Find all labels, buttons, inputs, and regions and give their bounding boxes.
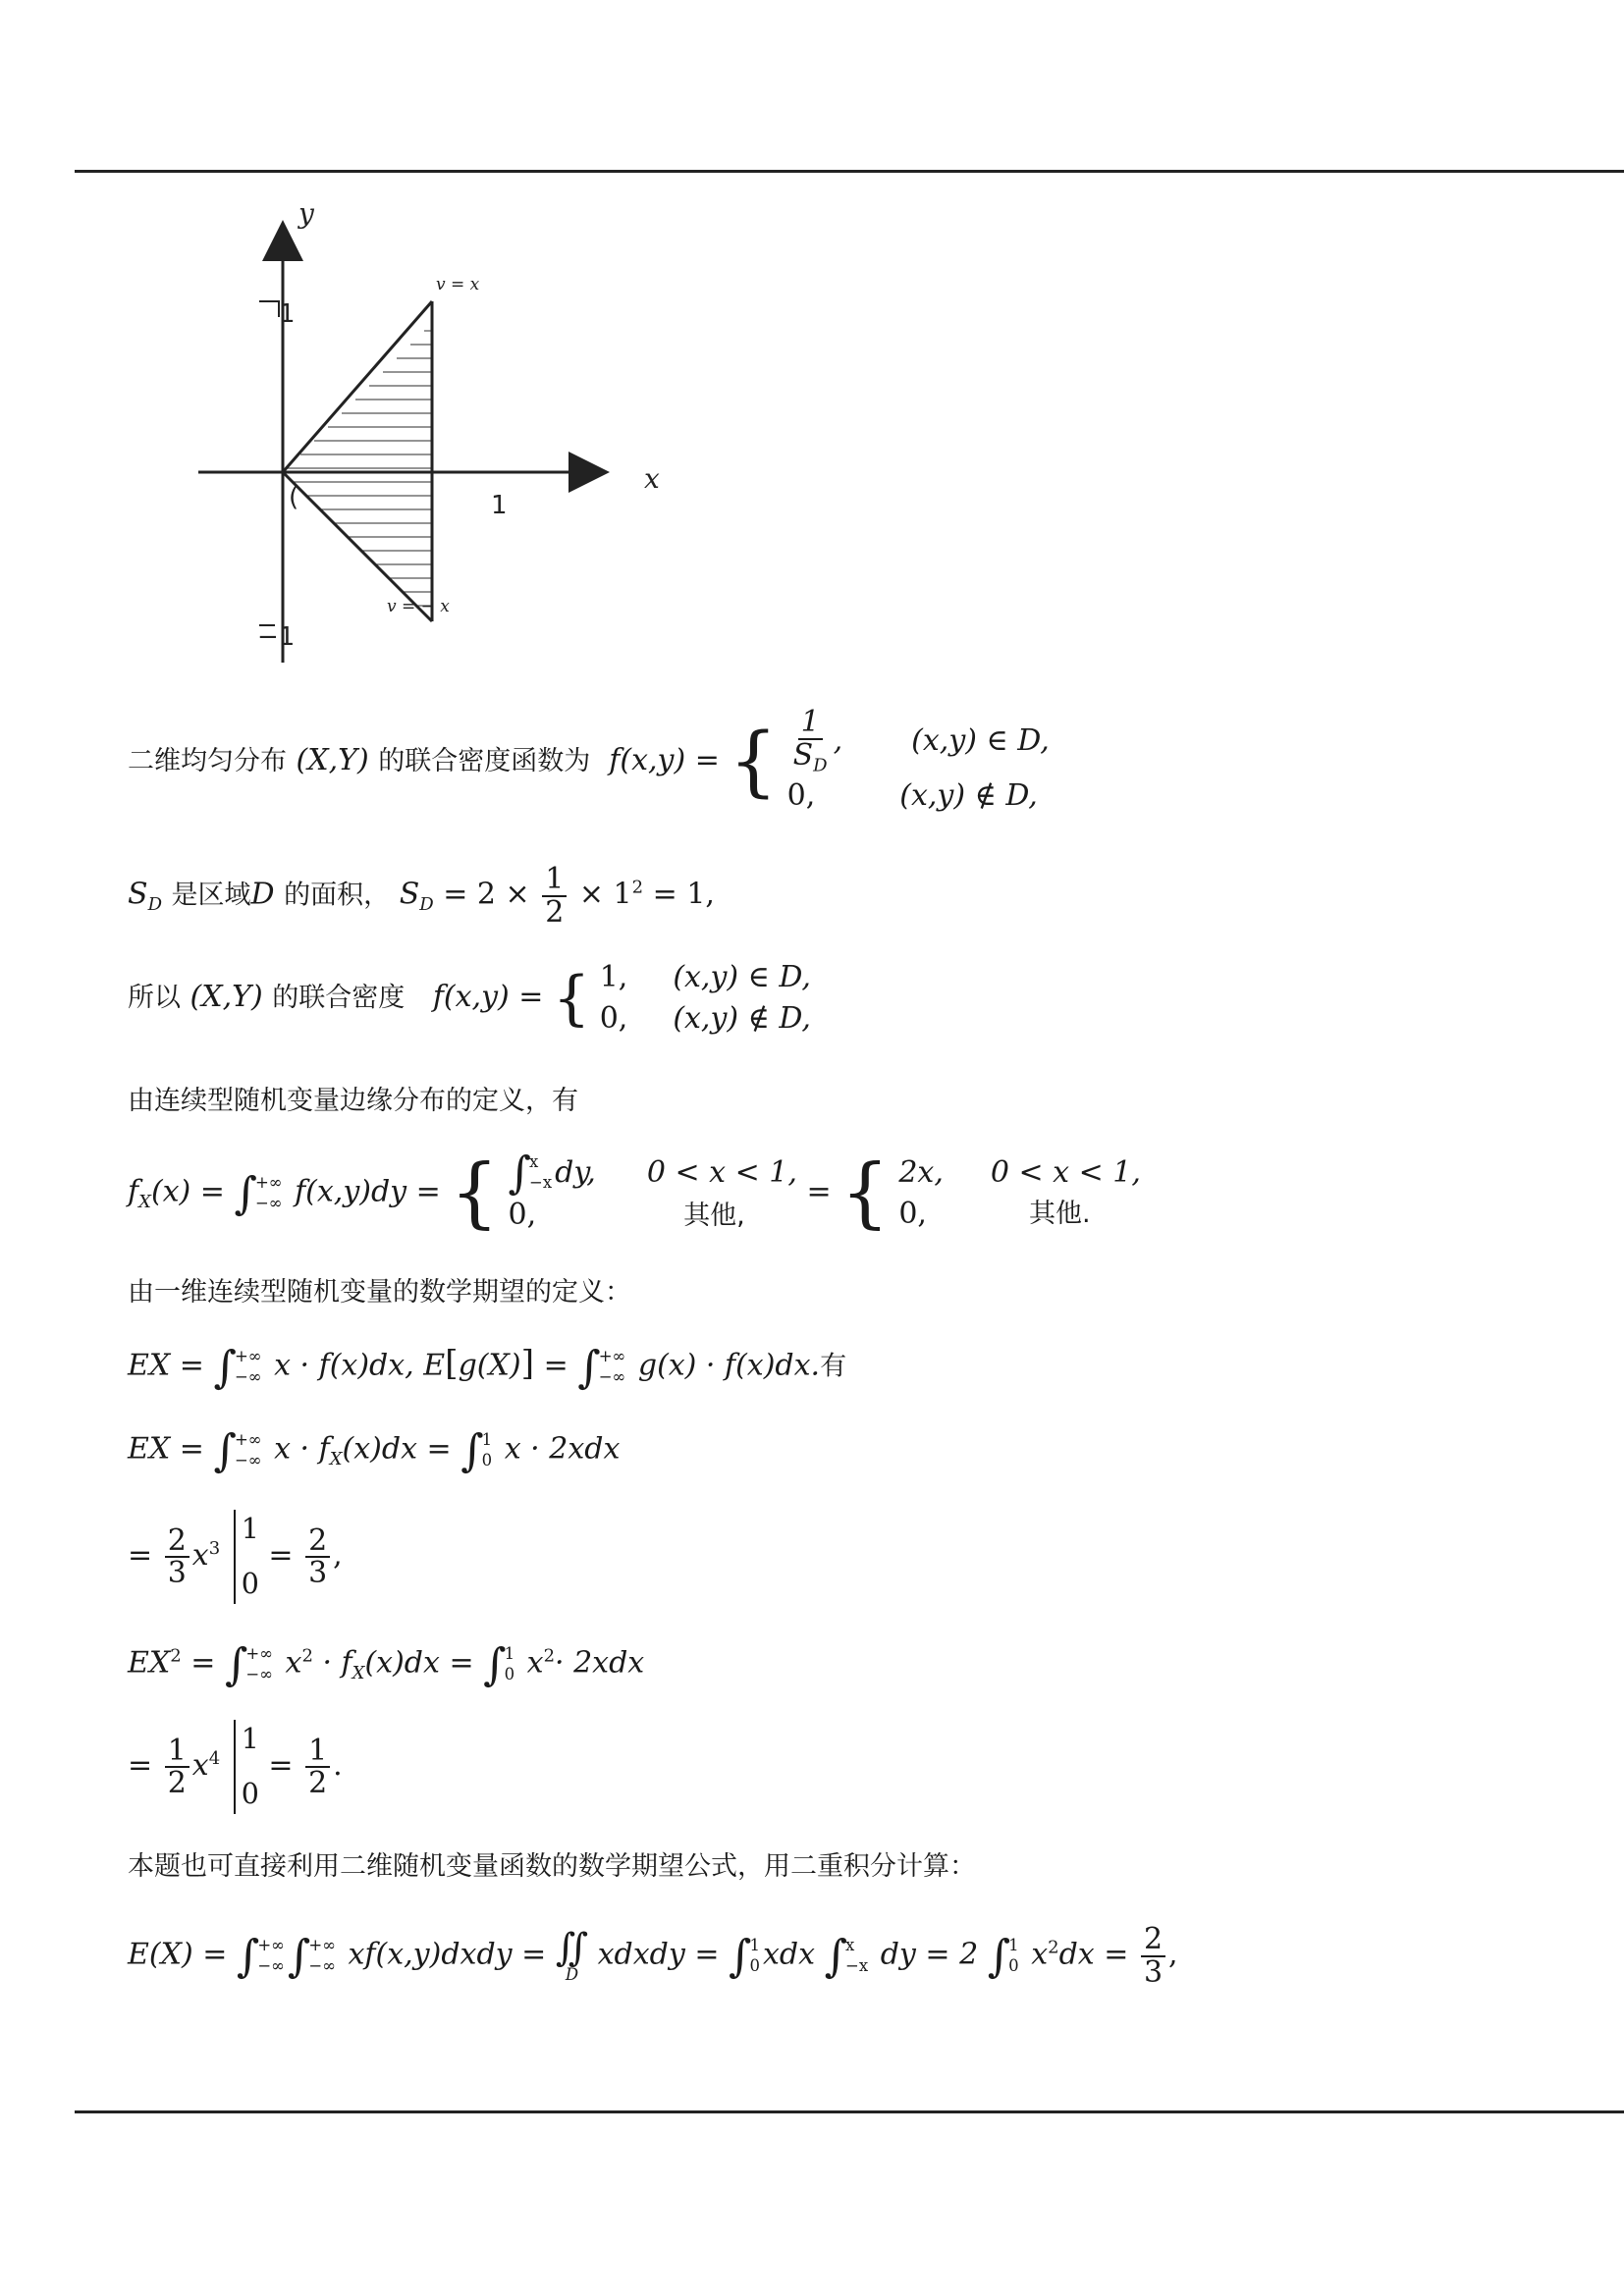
term: x · f(x)dx, E xyxy=(274,1348,446,1383)
int-upper: 1 xyxy=(504,1643,515,1663)
int-upper: x xyxy=(529,1151,539,1171)
sub: D xyxy=(147,893,162,915)
equals: = xyxy=(268,1748,294,1783)
term: xdx xyxy=(762,1937,816,1972)
frac-den: 2 xyxy=(167,1766,187,1800)
s: S xyxy=(128,877,148,912)
ex2-line: $EX^2$ = ∫ +∞ −∞ $x^2 \cdot f_X(x)dx$ = ∫ 1 0 $x^2\cdot 2xdx$ xyxy=(128,1638,645,1690)
term: (x)dx = xyxy=(342,1431,452,1467)
sub: D xyxy=(419,893,434,915)
rhs: × 1 xyxy=(578,877,632,912)
int-lower: −∞ xyxy=(308,1955,336,1975)
int-lower: −x xyxy=(845,1955,869,1975)
header-rule xyxy=(75,170,1624,173)
case1-val: 2x, xyxy=(898,1154,944,1190)
term: x · 2xdx xyxy=(504,1431,621,1467)
expectation-definition-line: EX = ∫ +∞ −∞ x · f(x)dx, E[g(X)] = ∫ +∞ −∞ g(x) · f(x)dx.有 xyxy=(128,1341,847,1393)
comma: , xyxy=(333,1538,343,1573)
case2-val: 0, xyxy=(786,777,816,813)
term: dy = 2 xyxy=(880,1937,979,1972)
int-lower: −∞ xyxy=(234,1450,262,1469)
expectation-intro: 由一维连续型随机变量的数学期望的定义： xyxy=(128,1277,631,1308)
equals: = xyxy=(543,1348,568,1383)
origin-label: ( xyxy=(289,483,299,512)
frac-den: 3 xyxy=(308,1556,328,1590)
cases xyxy=(898,1152,1141,1235)
term: g(X) xyxy=(458,1348,521,1383)
x: x xyxy=(1031,1937,1049,1972)
sub: X xyxy=(352,1662,365,1683)
term: xdxdy = xyxy=(597,1937,720,1972)
case1-cond: (x,y) ∈ D, xyxy=(673,960,811,994)
equals: = xyxy=(268,1538,294,1573)
double-integral-intro: 本题也可直接利用二维随机变量函数的数学期望公式，用二重积分计算： xyxy=(128,1851,976,1882)
int-lower: 0 xyxy=(749,1955,760,1975)
int-lower: 0 xyxy=(481,1450,493,1469)
int-upper: +∞ xyxy=(257,1935,285,1954)
term: xf(x,y)dxdy = xyxy=(348,1937,547,1972)
int-upper: 1 xyxy=(481,1429,493,1449)
sub: D xyxy=(813,754,828,775)
int-lower: −x xyxy=(529,1172,553,1192)
equals: = xyxy=(806,1174,832,1209)
case2-val: 0, xyxy=(599,1001,628,1036)
text: 所以 xyxy=(128,983,181,1013)
frac-num: 2 xyxy=(305,1525,330,1559)
case1-cond: (x,y) ∈ D, xyxy=(911,722,1050,758)
d: D xyxy=(250,877,275,912)
frac-den: 3 xyxy=(1143,1954,1164,1990)
pair-xy: (X,Y) xyxy=(296,742,369,777)
int-lower: −∞ xyxy=(254,1193,283,1212)
sup: 3 xyxy=(208,1538,221,1560)
equals: = xyxy=(128,1748,153,1783)
case2-cond: (x,y) ∉ D, xyxy=(899,777,1038,813)
term: · 2xdx xyxy=(555,1645,645,1681)
term: x · f xyxy=(274,1431,330,1467)
joint-density-line xyxy=(128,957,811,1040)
sub: X xyxy=(138,1191,151,1212)
case1-val: 1, xyxy=(599,960,628,994)
left-brace: { xyxy=(840,1148,890,1238)
lhs: EX = xyxy=(128,1431,204,1467)
case2-cond: 其他, xyxy=(683,1200,745,1231)
text: 是区域 xyxy=(171,880,251,911)
case1-cond: 0 < x < 1, xyxy=(990,1154,1141,1190)
text: 二维均匀分布 xyxy=(128,745,287,776)
left-brace: { xyxy=(729,717,779,806)
text: 的联合密度函数为 xyxy=(378,745,591,776)
int-upper: +∞ xyxy=(234,1429,262,1449)
text: 的联合密度 xyxy=(272,983,406,1013)
ex2-result-line xyxy=(128,1720,343,1814)
tick-mark-top xyxy=(259,301,279,317)
tick-label-x-one: 1 xyxy=(491,491,508,520)
case2-val: 0, xyxy=(508,1198,537,1232)
eval-upper: 1 xyxy=(241,1513,259,1545)
sup: 2 xyxy=(543,1645,556,1667)
marginal-density-line: $f_X(x)$ = ∫ +∞ −∞ f(x,y)dy = { ∫ x −x dy, 0 < x < 1, 0, 其他, = { 2x, 0 < x < 1, 0, 其他. xyxy=(128,1147,1141,1238)
density-definition-line xyxy=(128,707,1050,817)
equals: = xyxy=(128,1538,153,1573)
text: 有 xyxy=(820,1351,847,1382)
y-axis-label: y xyxy=(298,197,314,230)
int-upper: 1 xyxy=(1008,1935,1019,1954)
int-lower: −∞ xyxy=(234,1366,262,1386)
case2-val: 0, xyxy=(898,1196,927,1231)
left-brace: { xyxy=(450,1148,499,1238)
integrand: f(x,y)dy = xyxy=(295,1174,441,1209)
int-lower: −∞ xyxy=(598,1366,626,1386)
frac-num: 1 xyxy=(798,707,823,740)
frac-num: 2 xyxy=(165,1525,189,1559)
frac-den: 2 xyxy=(545,894,565,930)
term: g(x) · f(x)dx. xyxy=(637,1348,821,1383)
int-upper: x xyxy=(845,1935,855,1954)
int-upper: 1 xyxy=(749,1935,760,1954)
x: x xyxy=(285,1645,302,1681)
period: . xyxy=(333,1748,343,1783)
left-brace: { xyxy=(552,964,591,1033)
case1-val: dy, xyxy=(555,1154,596,1190)
int-upper: +∞ xyxy=(308,1935,336,1954)
int-lower: −∞ xyxy=(245,1664,273,1683)
lhs: E(X) = xyxy=(128,1937,228,1972)
frac-num: 1 xyxy=(305,1735,330,1769)
case2-cond: 其他. xyxy=(1028,1199,1091,1229)
lhs: (x) = xyxy=(150,1174,225,1209)
pair-xy: (X,Y) xyxy=(189,980,263,1014)
sup: 2 xyxy=(170,1645,182,1667)
tick-label-y-neg-one: −1 xyxy=(257,622,296,652)
double-integral-line: E(X) = ∫ +∞ −∞ ∫ +∞ −∞ xf(x,y)dxdy = ∬ D xdxdy = ∫ 1 0 xdx ∫ x −x dy = 2 ∫ 1 0 $x^2dx$ = $\frac{2}{3}$ , xyxy=(128,1922,1178,1990)
cases: ∫ x −x dy, 0 < x < 1, 0, 其他, xyxy=(508,1147,797,1232)
ex-result-line xyxy=(128,1510,343,1604)
sup: 2 xyxy=(631,877,644,898)
double-integral-sign: ∬ xyxy=(555,1925,589,1970)
comma: , xyxy=(1168,1937,1178,1972)
hatching xyxy=(287,331,432,606)
lhs: f(x,y) = xyxy=(432,980,544,1014)
frac-num: 1 xyxy=(542,864,567,897)
int-upper: +∞ xyxy=(254,1172,283,1192)
f: f xyxy=(128,1174,139,1209)
cases xyxy=(787,707,1050,817)
x-axis-label: x xyxy=(644,462,660,495)
frac-den: 3 xyxy=(167,1556,187,1590)
rhs: = 1, xyxy=(652,877,715,912)
eval-lower: 0 xyxy=(241,1567,259,1600)
int-lower: 0 xyxy=(504,1664,515,1683)
case2-cond: (x,y) ∉ D, xyxy=(673,1001,811,1036)
x: x xyxy=(191,1538,209,1573)
marginal-intro: 由连续型随机变量边缘分布的定义，有 xyxy=(128,1086,578,1116)
int-upper: +∞ xyxy=(598,1346,626,1365)
region-diagram xyxy=(177,197,687,682)
int-lower: −∞ xyxy=(257,1955,285,1975)
lhs: EX xyxy=(128,1645,171,1681)
ex-line: EX = ∫ +∞ −∞ $x \cdot f_X(x)dx$ = ∫ 1 0 x · 2xdx xyxy=(128,1424,621,1476)
int-upper: +∞ xyxy=(245,1643,273,1663)
rhs: = 2 × xyxy=(443,877,530,912)
sup: 2 xyxy=(1048,1937,1059,1958)
lhs: EX = xyxy=(128,1348,204,1383)
lhs: f(x,y) = xyxy=(609,742,720,777)
int-upper: +∞ xyxy=(234,1346,262,1365)
sup: 4 xyxy=(208,1748,221,1770)
int-lower: 0 xyxy=(1008,1955,1019,1975)
cases xyxy=(600,957,811,1040)
eval-upper: 1 xyxy=(241,1723,259,1755)
frac-den: 2 xyxy=(308,1766,328,1800)
term: · f xyxy=(322,1645,352,1681)
x: x xyxy=(526,1645,544,1681)
upper-line-label: v = x xyxy=(436,275,480,294)
area-line xyxy=(128,864,715,928)
term: dx = xyxy=(1058,1937,1129,1972)
text: 的面积， xyxy=(284,880,391,911)
footer-rule xyxy=(75,2110,1624,2113)
eval-lower: 0 xyxy=(241,1777,259,1810)
comma: , xyxy=(833,722,843,758)
sub: D xyxy=(565,1964,579,1984)
frac-den: S xyxy=(792,737,814,773)
line-y-equals-x xyxy=(283,301,432,472)
term: (x)dx = xyxy=(364,1645,474,1681)
sub: X xyxy=(329,1448,343,1469)
sup: 2 xyxy=(301,1645,313,1667)
equals: = xyxy=(190,1645,216,1681)
case1-cond: 0 < x < 1, xyxy=(646,1154,797,1190)
s: S xyxy=(399,877,420,912)
frac-num: 1 xyxy=(165,1735,189,1769)
tick-label-y-one: 1 xyxy=(279,299,296,329)
x: x xyxy=(191,1748,209,1783)
lower-line-label: v = − x xyxy=(387,597,450,616)
frac-num: 2 xyxy=(1141,1924,1165,1957)
